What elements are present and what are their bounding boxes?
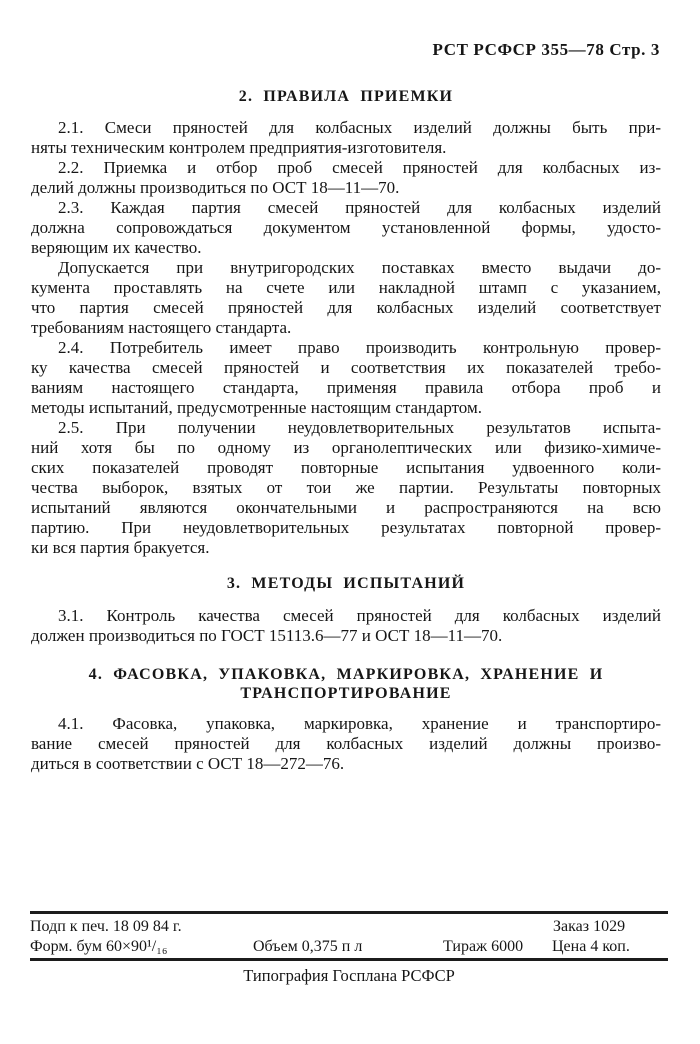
imprint-top-rule: [30, 911, 668, 914]
signed-to-print: Подп к печ. 18 09 84 г.: [30, 918, 182, 935]
text-line: 4.1. Фасовка, упаковка, маркировка, хранение и транспортиро-: [58, 714, 661, 733]
text-line: 2.3. Каждая партия смесей пряностей для колбасных изделий: [58, 198, 661, 217]
document-body: [31, 88, 661, 774]
text-line: ку качества смесей пряностей и соответствия их показателей требо-: [31, 358, 661, 377]
section-4-heading-line-2: ТРАНСПОРТИРОВАНИЕ: [240, 685, 452, 702]
paragraph-3-1: [31, 606, 661, 646]
paragraph-2-3-note: [31, 258, 661, 338]
paper-format: Форм. бум 60×90¹/₁₆: [30, 938, 168, 955]
text-line: вание смесей пряностей для колбасных изделий должны произво-: [31, 734, 661, 753]
imprint-block: [30, 911, 668, 1001]
paragraph-2-5: [31, 418, 661, 558]
text-line: веряющим их качество.: [31, 238, 202, 257]
text-line: требованиям настоящего стандарта.: [31, 318, 292, 337]
text-line: должна сопровождаться документом установленной формы, удосто-: [31, 218, 661, 237]
section-2-heading: 2. ПРАВИЛА ПРИЕМКИ: [238, 88, 454, 105]
text-line: диться в соответствии с ОСТ 18—272—76.: [31, 754, 345, 773]
text-line: Допускается при внутригородских поставках вместо выдачи до-: [58, 258, 661, 277]
paragraph-4-1: [31, 714, 661, 774]
section-3-heading: 3. МЕТОДЫ ИСПЫТАНИЙ: [226, 575, 466, 592]
text-line: 3.1. Контроль качества смесей пряностей для колбасных изделий: [58, 606, 661, 625]
text-line: ских показателей проводят повторные испытания удвоенного коли-: [31, 458, 661, 477]
text-line: ки вся партия бракуется.: [31, 538, 210, 557]
section-4-heading: [31, 665, 661, 703]
text-line: чества выборок, взятых от тои же партии. Результаты повторных: [31, 478, 661, 497]
paragraph-2-3: [31, 198, 661, 258]
text-line: няты техническим контролем предприятия-изготовителя.: [31, 138, 447, 157]
order-number: Заказ 1029: [553, 918, 626, 935]
paragraph-2-2: [31, 158, 661, 198]
text-line: что партия смесей пряностей для колбасных изделий соответствует: [31, 298, 661, 317]
volume: Объем 0,375 п л: [253, 938, 363, 955]
paragraph-2-4: [31, 338, 661, 418]
printing-house: Типография Госплана РСФСР: [243, 966, 455, 985]
price: Цена 4 коп.: [552, 938, 630, 955]
imprint-bottom-rule: [30, 958, 668, 961]
paragraph-2-1: [31, 118, 661, 158]
text-line: испытаний являются окончательными и распространяются на всю: [31, 498, 661, 517]
text-line: партию. При неудовлетворительных результатах повторной провер-: [31, 518, 661, 537]
text-line: 2.1. Смеси пряностей для колбасных изделий должны быть при-: [58, 118, 661, 137]
document-reference-header: РСТ РСФСР 355—78 Стр. 3: [432, 40, 660, 59]
text-line: 2.2. Приемка и отбор проб смесей пряностей для колбасных из-: [58, 158, 661, 177]
text-line: должен производиться по ГОСТ 15113.6—77 и ОСТ 18—11—70.: [31, 626, 503, 645]
text-line: делий должны производиться по ОСТ 18—11—70.: [31, 178, 400, 197]
text-line: кумента проставлять на счете или накладной штамп с указанием,: [31, 278, 661, 297]
text-line: методы испытаний, предусмотренные настоящим стандартом.: [31, 398, 482, 417]
section-4-heading-line-1: 4. ФАСОВКА, УПАКОВКА, МАРКИРОВКА, ХРАНЕНИЕ И: [88, 666, 604, 683]
text-line: ний хотя бы по одному из органолептических или физико-химиче-: [31, 438, 661, 457]
text-line: ваниям настоящего стандарта, применяя правила отбора проб и: [31, 378, 661, 397]
print-run: Тираж 6000: [443, 938, 524, 955]
text-line: 2.4. Потребитель имеет право производить контрольную провер-: [58, 338, 661, 357]
text-line: 2.5. При получении неудовлетворительных результатов испыта-: [58, 418, 661, 437]
